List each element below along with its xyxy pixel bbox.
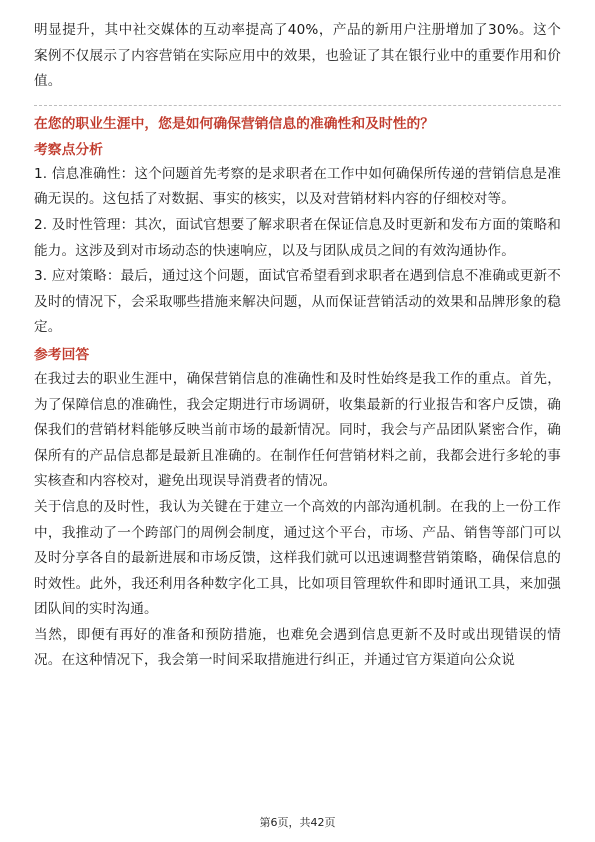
analysis-item-3: 3. 应对策略：最后，通过这个问题，面试官希望看到求职者在遇到信息不准确或更新不及时的情况下，会采取哪些措施来解决问题，从而保证营销活动的效果和品牌形象的稳定。 [34, 268, 561, 336]
analysis-item-1: 1. 信息准确性：这个问题首先考察的是求职者在工作中如何确保所传递的营销信息是准确无误的。这包括了对数据、事实的核实，以及对营销材料内容的仔细校对等。 [34, 165, 561, 208]
analysis-heading: 考察点分析 [34, 141, 103, 158]
page-number: 第6页，共42页 [259, 816, 336, 829]
answer-paragraph-1: 在我过去的职业生涯中，确保营销信息的准确性和及时性始终是我工作的重点。首先，为了保障信息的准确性，我会定期进行市场调研，收集最新的行业报告和客户反馈，确保我们的营销材料能够反映当前市场的最新情况。同时，我会与产品团队紧密合作，确保所有的产品信息都是最新且准确的。在制作任何营销材料之前，我都会进行多轮的事实核查和内容校对，避免出现误导消费者的情况。 [34, 370, 561, 490]
interview-question: 在您的职业生涯中，您是如何确保营销信息的准确性和及时性的？ [34, 115, 435, 132]
intro-paragraph: 明显提升，其中社交媒体的互动率提高了40%，产品的新用户注册增加了30%。这个案例不仅展示了内容营销在实际应用中的效果，也验证了其在银行业中的重要作用和价值。 [34, 22, 561, 90]
answer-paragraph-2: 关于信息的及时性，我认为关键在于建立一个高效的内部沟通机制。在我的上一份工作中，我推动了一个跨部门的周例会制度，通过这个平台，市场、产品、销售等部门可以及时分享各自的最新进展和市场反馈，这样我们就可以迅速调整营销策略，确保信息的时效性。此外，我还利用各种数字化工具，比如项目管理软件和即时通讯工具，来加强团队间的实时沟通。 [34, 498, 561, 618]
section-divider [34, 105, 561, 106]
analysis-item-2: 2. 及时性管理：其次，面试官想要了解求职者在保证信息及时更新和发布方面的策略和能力。这涉及到对市场动态的快速响应，以及与团队成员之间的有效沟通协作。 [34, 216, 561, 259]
answer-heading: 参考回答 [34, 346, 90, 363]
document-page [34, 18, 561, 674]
answer-paragraph-3: 当然，即便有再好的准备和预防措施，也难免会遇到信息更新不及时或出现错误的情况。在这种情况下，我会第一时间采取措施进行纠正，并通过官方渠道向公众说 [34, 626, 561, 669]
